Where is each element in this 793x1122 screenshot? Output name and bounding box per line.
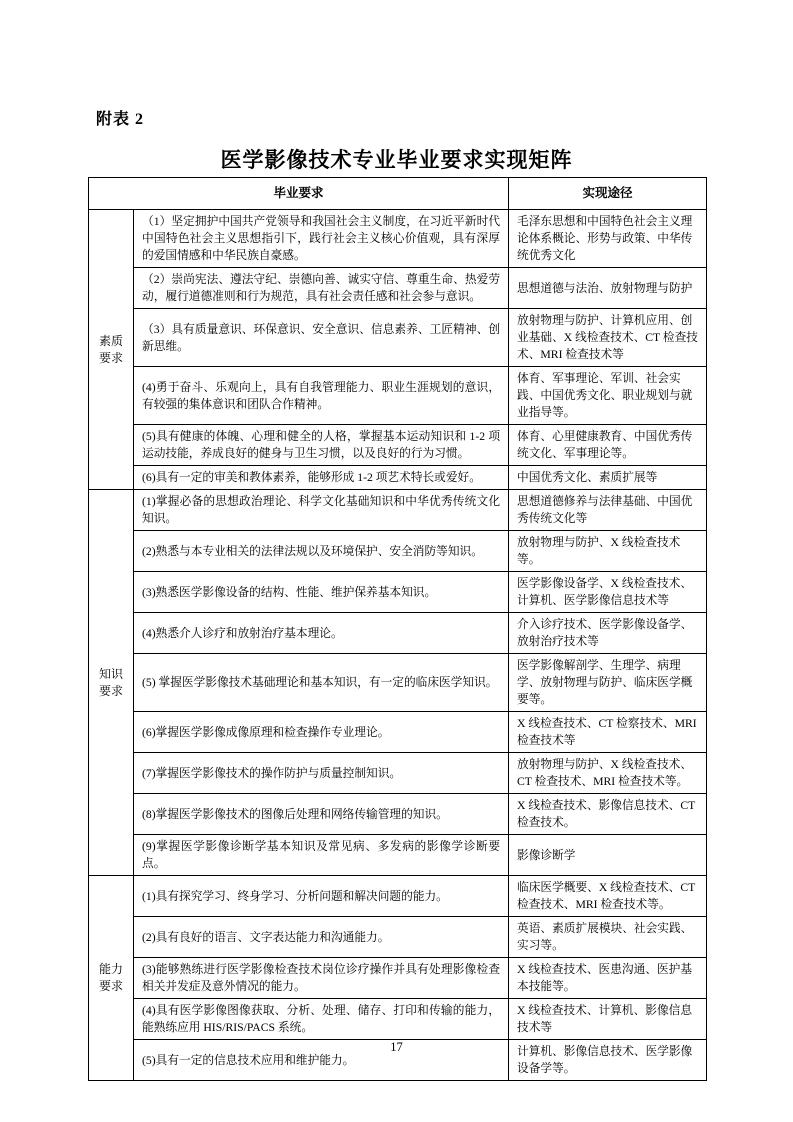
table-row bbox=[89, 654, 707, 712]
requirement-cell: (4)具有医学影像图像获取、分析、处理、储存、打印和传输的能力，能熟练应用 HIS/RIS/PACS 系统。 bbox=[134, 999, 509, 1040]
requirement-cell: (6)具有一定的审美和教体素养，能够形成 1-2 项艺术特长或爱好。 bbox=[134, 466, 509, 490]
path-cell: 放射物理与防护、计算机应用、创业基础、X 线检查技术、CT 检查技术、MRI 检查技术等 bbox=[509, 309, 707, 367]
column-header-path: 实现途径 bbox=[509, 178, 707, 210]
table-row bbox=[89, 753, 707, 794]
table-row bbox=[89, 917, 707, 958]
requirement-cell: (1)掌握必备的思想政治理论、科学文化基础知识和中华优秀传统文化知识。 bbox=[134, 490, 509, 531]
path-cell: 思想道德与法治、放射物理与防护 bbox=[509, 268, 707, 309]
table-body bbox=[89, 210, 707, 1081]
section-label: 素质要求 bbox=[89, 210, 134, 490]
path-cell: 计算机、影像信息技术、医学影像设备学等。 bbox=[509, 1040, 707, 1081]
table-header-row bbox=[89, 178, 707, 210]
table-row bbox=[89, 613, 707, 654]
path-cell: 体育、军事理论、军训、社会实践、中国优秀文化、职业规划与就业指导等。 bbox=[509, 367, 707, 425]
requirement-cell: （3）具有质量意识、环保意识、安全意识、信息素养、工匠精神、创新思维。 bbox=[134, 309, 509, 367]
table-row bbox=[89, 367, 707, 425]
table-row bbox=[89, 999, 707, 1040]
requirements-matrix-table bbox=[88, 177, 707, 1081]
page-number: 17 bbox=[390, 1040, 403, 1054]
appendix-label: 附表 2 bbox=[96, 111, 145, 128]
path-cell: X 线检查技术、影像信息技术、CT 检查技术。 bbox=[509, 794, 707, 835]
requirement-cell: (3)熟悉医学影像设备的结构、性能、维护保养基本知识。 bbox=[134, 572, 509, 613]
path-cell: 放射物理与防护、X 线检查技术、CT 检查技术、MRI 检查技术等。 bbox=[509, 753, 707, 794]
path-cell: 思想道德修养与法律基础、中国优秀传统文化等 bbox=[509, 490, 707, 531]
path-cell: X 线检查技术、医患沟通、医护基本技能等。 bbox=[509, 958, 707, 999]
requirement-cell: (8)掌握医学影像技术的图像后处理和网络传输管理的知识。 bbox=[134, 794, 509, 835]
requirement-cell: (5)具有一定的信息技术应用和维护能力。 bbox=[134, 1040, 509, 1081]
table-row bbox=[89, 794, 707, 835]
requirement-cell: (4)熟悉介人诊疗和放射治疗基本理论。 bbox=[134, 613, 509, 654]
table-row bbox=[89, 268, 707, 309]
table-row bbox=[89, 531, 707, 572]
table-row bbox=[89, 958, 707, 999]
table-row bbox=[89, 490, 707, 531]
requirement-cell: (6)掌握医学影像成像原理和检查操作专业理论。 bbox=[134, 712, 509, 753]
requirement-cell: (5)具有健康的体魄、心理和健全的人格，掌握基本运动知识和 1-2 项运动技能，养成良好的健身与卫生习惯，以及良好的行为习惯。 bbox=[134, 425, 509, 466]
table-row bbox=[89, 572, 707, 613]
requirement-cell: (2)具有良好的语言、文字表达能力和沟通能力。 bbox=[134, 917, 509, 958]
requirement-cell: （1）坚定拥护中国共产党领导和我国社会主义制度，在习近平新时代中国特色社会主义思想指引下，践行社会主义核心价值观，具有深厚的爱国情感和中华民族自豪感。 bbox=[134, 210, 509, 268]
path-cell: 介入诊疗技术、医学影像设备学、放射治疗技术等 bbox=[509, 613, 707, 654]
path-cell: 影像诊断学 bbox=[509, 835, 707, 876]
requirement-cell: (3)能够熟练进行医学影像检查技术岗位诊疗操作并具有处理影像检查相关并发症及意外情况的能力。 bbox=[134, 958, 509, 999]
column-header-requirement: 毕业要求 bbox=[89, 178, 509, 210]
table-row bbox=[89, 466, 707, 490]
page-title: 医学影像技术专业毕业要求实现矩阵 bbox=[220, 148, 573, 172]
path-cell: 英语、素质扩展模块、社会实践、实习等。 bbox=[509, 917, 707, 958]
table-row bbox=[89, 835, 707, 876]
section-label: 能力要求 bbox=[89, 876, 134, 1081]
table-row bbox=[89, 309, 707, 367]
table-row bbox=[89, 425, 707, 466]
path-cell: 放射物理与防护、X 线检查技术等。 bbox=[509, 531, 707, 572]
requirement-cell: （2）崇尚宪法、遵法守纪、崇德向善、诚实守信、尊重生命、热爱劳动，履行道德准则和行为规范，具有社会责任感和社会参与意识。 bbox=[134, 268, 509, 309]
requirement-cell: (9)掌握医学影像诊断学基本知识及常见病、多发病的影像学诊断要点。 bbox=[134, 835, 509, 876]
requirement-cell: (2)熟悉与本专业相关的法律法规以及环境保护、安全消防等知识。 bbox=[134, 531, 509, 572]
path-cell: 中国优秀文化、素质扩展等 bbox=[509, 466, 707, 490]
path-cell: 医学影像设备学、X 线检查技术、计算机、医学影像信息技术等 bbox=[509, 572, 707, 613]
table-row bbox=[89, 876, 707, 917]
path-cell: 医学影像解剖学、生理学、病理学、放射物理与防护、临床医学概要等。 bbox=[509, 654, 707, 712]
requirement-cell: (7)掌握医学影像技术的操作防护与质量控制知识。 bbox=[134, 753, 509, 794]
path-cell: X 线检查技术、CT 检察技术、MRI 检查技术等 bbox=[509, 712, 707, 753]
requirement-cell: (4)勇于奋斗、乐观向上，具有自我管理能力、职业生涯规划的意识，有较强的集体意识和团队合作精神。 bbox=[134, 367, 509, 425]
path-cell: X 线检查技术、计算机、影像信息技术等 bbox=[509, 999, 707, 1040]
path-cell: 毛泽东思想和中国特色社会主义理论体系概论、形势与政策、中华传统优秀文化 bbox=[509, 210, 707, 268]
path-cell: 体育、心里健康教育、中国优秀传统文化、军事理论等。 bbox=[509, 425, 707, 466]
requirement-cell: (5) 掌握医学影像技术基础理论和基本知识，有一定的临床医学知识。 bbox=[134, 654, 509, 712]
requirement-cell: (1)具有探究学习、终身学习、分析问题和解决问题的能力。 bbox=[134, 876, 509, 917]
table-row bbox=[89, 210, 707, 268]
section-label: 知识要求 bbox=[89, 490, 134, 876]
table-row bbox=[89, 712, 707, 753]
path-cell: 临床医学概要、X 线检查技术、CT 检查技术、MRI 检查技术等。 bbox=[509, 876, 707, 917]
